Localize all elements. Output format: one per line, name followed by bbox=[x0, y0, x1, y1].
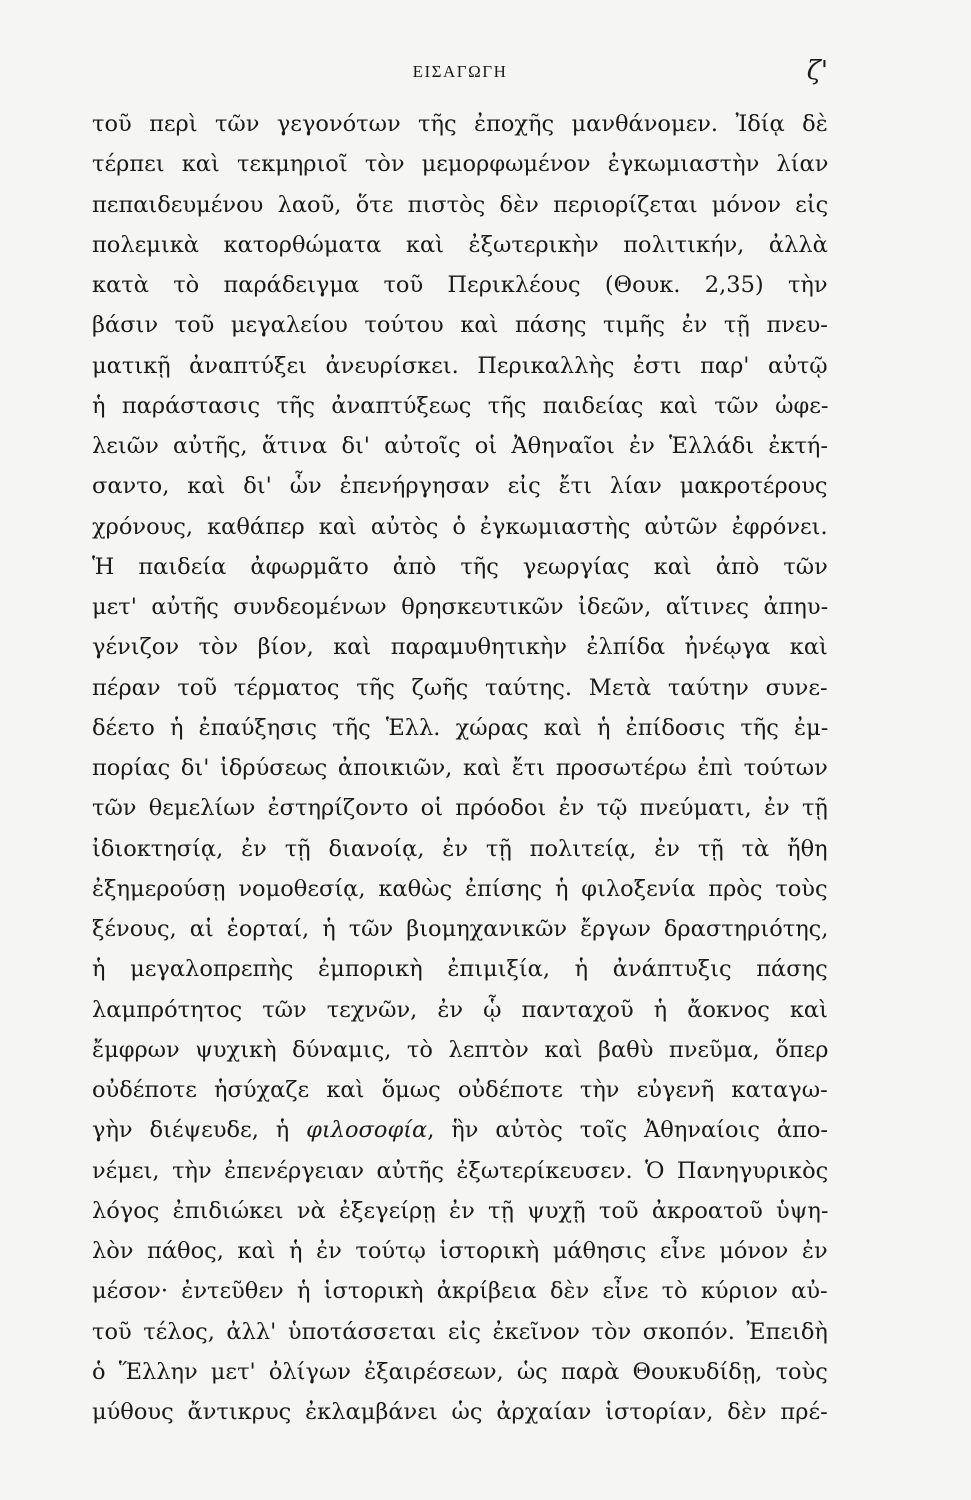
text-line: πέραν τοῦ τέρματος τῆς ζωῆς ταύτης. Μετὰ ταύτην συνε- bbox=[92, 674, 828, 701]
text-line: πεπαιδευμένου λαοῦ, ὅτε πιστὸς δὲν περιορίζεται μόνον εἰς bbox=[92, 191, 828, 218]
text-line: ματικῇ ἀναπτύξει ἀνευρίσκει. Περικαλλὴς ἐστι παρ' αὐτῷ bbox=[92, 352, 828, 379]
text-line: λαμπρότητος τῶν τεχνῶν, ἐν ᾧ πανταχοῦ ἡ ἄοκνος καὶ bbox=[92, 996, 828, 1023]
page-number: ζ' bbox=[806, 56, 828, 86]
text-line: βάσιν τοῦ μεγαλείου τούτου καὶ πάσης τιμῆς ἐν τῇ πνευ- bbox=[92, 312, 828, 339]
italic-term: φιλοσοφία bbox=[306, 1117, 428, 1144]
text-line: τῶν θεμελίων ἐστηρίζοντο οἱ πρόοδοι ἐν τῷ πνεύματι, ἐν τῇ bbox=[92, 795, 828, 822]
text-line: ἡ παράστασις τῆς ἀναπτύξεως τῆς παιδείας καὶ τῶν ὠφε- bbox=[92, 392, 828, 419]
text-line: μύθους ἄντικρυς ἐκλαμβάνει ὡς ἀρχαίαν ἱστορίαν, δὲν πρέ- bbox=[92, 1399, 828, 1425]
text-segment: γὴν διέψευδε, ἡ bbox=[92, 1117, 307, 1144]
text-line: ξένους, αἱ ἑορταί, ἡ τῶν βιομηχανικῶν ἔργων δραστηριότης, bbox=[92, 916, 828, 942]
text-line: οὐδέποτε ἡσύχαζε καὶ ὅμως οὐδέποτε τὴν εὐγενῆ καταγω- bbox=[92, 1077, 828, 1103]
text-line: δέετο ἡ ἐπαύξησις τῆς Ἑλλ. χώρας καὶ ἡ ἐπίδοσις τῆς ἐμ- bbox=[92, 714, 828, 741]
text-line: νέμει, τὴν ἐπενέργειαν αὐτῆς ἐξωτερίκευσεν. Ὁ Πανηγυρικὸς bbox=[92, 1157, 828, 1184]
text-line: κατὰ τὸ παράδειγμα τοῦ Περικλέους (Θουκ. 2,35) τὴν bbox=[92, 272, 828, 298]
text-line: ἐξημερούσῃ νομοθεσίᾳ, καθὼς ἐπίσης ἡ φιλοξενία πρὸς τοὺς bbox=[92, 875, 828, 902]
text-line: ἰδιοκτησίᾳ, ἐν τῇ διανοίᾳ, ἐν τῇ πολιτείᾳ, ἐν τῇ τὰ ἤθη bbox=[92, 835, 828, 862]
body-text bbox=[92, 104, 828, 1432]
running-head bbox=[92, 56, 828, 90]
text-line: λόγος ἐπιδιώκει νὰ ἐξεγείρῃ ἐν τῇ ψυχῇ τοῦ ἀκροατοῦ ὑψη- bbox=[92, 1197, 828, 1224]
text-line: ἡ μεγαλοπρεπὴς ἐμπορικὴ ἐπιμιξία, ἡ ἀνάπτυξις πάσης bbox=[92, 956, 828, 983]
text-line: χρόνους, καθάπερ καὶ αὐτὸς ὁ ἐγκωμιαστὴς αὐτῶν ἐφρόνει. bbox=[92, 513, 828, 540]
text-line: σαντο, καὶ δι' ὧν ἐπενήργησαν εἰς ἔτι λίαν μακροτέρους bbox=[92, 473, 828, 500]
text-line: τοῦ περὶ τῶν γεγονότων τῆς ἐποχῆς μανθάνομεν. Ἰδίᾳ δὲ bbox=[92, 111, 828, 137]
text-line: Ἡ παιδεία ἀφωρμᾶτο ἀπὸ τῆς γεωργίας καὶ ἀπὸ τῶν bbox=[92, 553, 828, 580]
text-line bbox=[92, 1110, 828, 1150]
text-line: πολεμικὰ κατορθώματα καὶ ἐξωτερικὴν πολιτικήν, ἀλλὰ bbox=[92, 231, 828, 258]
text-line: τέρπει καὶ τεκμηριοῖ τὸν μεμορφωμένον ἐγκωμιαστὴν λίαν bbox=[92, 151, 828, 178]
text-line: γένιζον τὸν βίον, καὶ παραμυθητικὴν ἐλπίδα ἠνέῳγα καὶ bbox=[92, 634, 828, 661]
text-line: λὸν πάθος, καὶ ἡ ἐν τούτῳ ἱστορικὴ μάθησις εἶνε μόνον ἐν bbox=[92, 1238, 828, 1264]
text-line: ὁ Ἕλλην μετ' ὀλίγων ἐξαιρέσεων, ὡς παρὰ Θουκυδίδῃ, τοὺς bbox=[92, 1358, 828, 1385]
text-line: τοῦ τέλος, ἀλλ' ὑποτάσσεται εἰς ἐκεῖνον τὸν σκοπόν. Ἐπειδὴ bbox=[92, 1318, 828, 1345]
running-title: ΕΙΣΑΓΩΓΗ bbox=[412, 62, 508, 81]
text-line: μετ' αὐτῆς συνδεομένων θρησκευτικῶν ἰδεῶν, αἵτινες ἀπηυ- bbox=[92, 594, 828, 620]
text-line: ἔμφρων ψυχικὴ δύναμις, τὸ λεπτὸν καὶ βαθὺ πνεῦμα, ὅπερ bbox=[92, 1036, 828, 1063]
text-segment: , ἣν αὐτὸς τοῖς Ἀθηναίοις ἀπο- bbox=[427, 1117, 828, 1144]
text-line: πορίας δι' ἱδρύσεως ἀποικιῶν, καὶ ἔτι προσωτέρω ἐπὶ τούτων bbox=[92, 755, 828, 781]
text-line: μέσον· ἐντεῦθεν ἡ ἱστορικὴ ἀκρίβεια δὲν εἶνε τὸ κύριον αὐ- bbox=[92, 1278, 828, 1305]
text-line: λειῶν αὐτῆς, ἅτινα δι' αὐτοῖς οἱ Ἀθηναῖοι ἐν Ἑλλάδι ἐκτή- bbox=[92, 433, 828, 459]
